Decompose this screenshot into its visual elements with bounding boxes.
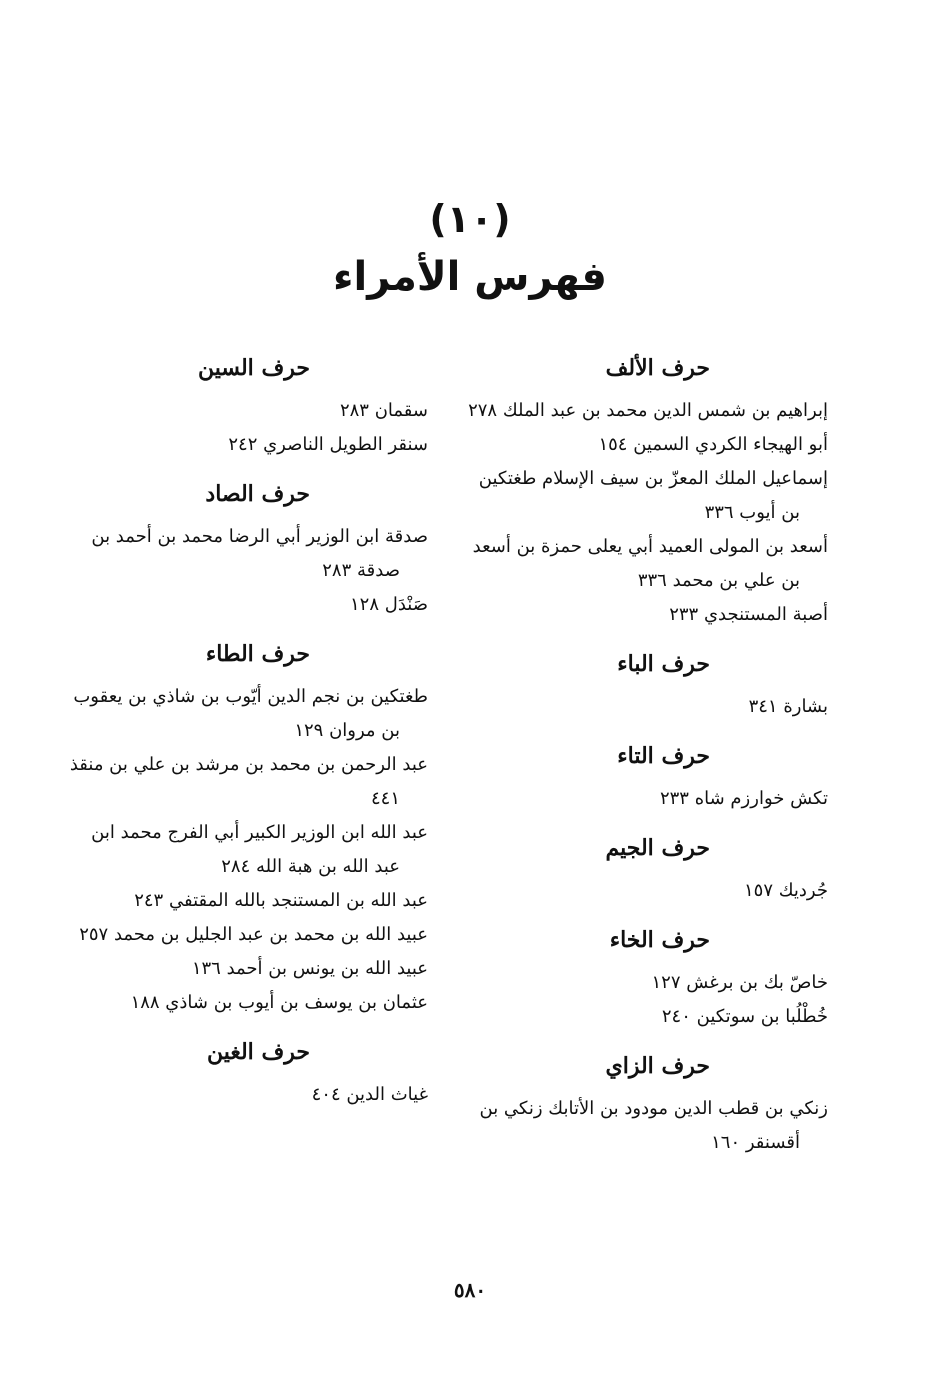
section-heading: حرف الألف: [605, 355, 710, 381]
index-section: [468, 830, 828, 908]
section-heading: حرف الجيم: [605, 835, 710, 861]
index-entry: سنقر الطويل الناصري ٢٤٢: [228, 434, 428, 455]
index-entry: طغتكين بن نجم الدين أيّوب بن شاذي بن يعقوب بن مروان ١٢٩: [73, 686, 428, 741]
page-title: فهرس الأمراء: [333, 254, 607, 300]
index-entry: عبد الله ابن الوزير الكبير أبي الفرج محمد ابن عبد الله بن هبة الله ٢٨٤: [91, 822, 428, 877]
section-heading: حرف الطاء: [205, 641, 310, 667]
index-entry: خاصّ بك بن برغش ١٢٧: [651, 972, 828, 993]
index-entry: عبيد الله بن يونس بن أحمد ١٣٦: [191, 958, 428, 979]
index-entry: عثمان بن يوسف بن أيوب بن شاذي ١٨٨: [130, 992, 428, 1013]
index-section: [68, 636, 428, 1020]
index-section: [468, 646, 828, 724]
page-header: [0, 195, 940, 307]
index-entry: غياث الدين ٤٠٤: [311, 1084, 428, 1105]
chapter-number: (١٠): [429, 197, 511, 241]
index-section: [468, 738, 828, 816]
index-entry: جُرديك ١٥٧: [744, 880, 828, 901]
index-entry: أصبة المستنجدي ٢٣٣: [669, 604, 828, 625]
page-number: ٥٨٠: [453, 1278, 487, 1302]
index-entry: سقمان ٢٨٣: [339, 400, 428, 421]
index-entry: بشارة ٣٤١: [748, 696, 828, 717]
index-entry: إسماعيل الملك المعزّ بن سيف الإسلام طغتكين بن أيوب ٣٣٦: [478, 468, 828, 523]
index-section: [68, 476, 428, 622]
index-section: [468, 1048, 828, 1160]
index-entry: زنكي بن قطب الدين مودود بن الأتابك زنكي بن أقسنقر ١٦٠: [479, 1098, 828, 1153]
section-heading: حرف الباء: [617, 651, 710, 677]
section-heading: حرف التاء: [617, 743, 710, 769]
section-heading: حرف الغين: [206, 1039, 310, 1065]
index-section: [68, 1034, 428, 1112]
index-entry: عبد الرحمن بن محمد بن مرشد بن علي بن منقذ ٤٤١: [69, 754, 428, 809]
section-heading: حرف الصاد: [205, 481, 310, 507]
index-entry: خُطْلُبا بن سوتكين ٢٤٠: [661, 1006, 828, 1027]
index-entry: تكش خوارزم شاه ٢٣٣: [659, 788, 828, 809]
index-entry: أسعد بن المولى العميد أبي يعلى حمزة بن أسعد بن علي بن محمد ٣٣٦: [472, 536, 828, 591]
index-entry: صَنْدَل ١٢٨: [350, 594, 428, 615]
index-section: [468, 922, 828, 1034]
index-column-right: [468, 350, 828, 1174]
section-heading: حرف السين: [197, 355, 310, 381]
index-entry: عبد الله بن المستنجد بالله المقتفي ٢٤٣: [134, 890, 428, 911]
index-entry: صدقة ابن الوزير أبي الرضا محمد بن أحمد بن صدقة ٢٨٣: [91, 526, 428, 581]
section-heading: حرف الزاي: [605, 1053, 710, 1079]
index-entry: عبيد الله بن محمد بن عبد الجليل بن محمد ٢٥٧: [79, 924, 428, 945]
index-section: [68, 350, 428, 462]
index-section: [468, 350, 828, 632]
index-column-left: [68, 350, 428, 1126]
index-entry: إبراهيم بن شمس الدين محمد بن عبد الملك ٢٧٨: [468, 400, 828, 421]
section-heading: حرف الخاء: [609, 927, 710, 953]
index-entry: أبو الهيجاء الكردي السمين ١٥٤: [598, 434, 828, 455]
